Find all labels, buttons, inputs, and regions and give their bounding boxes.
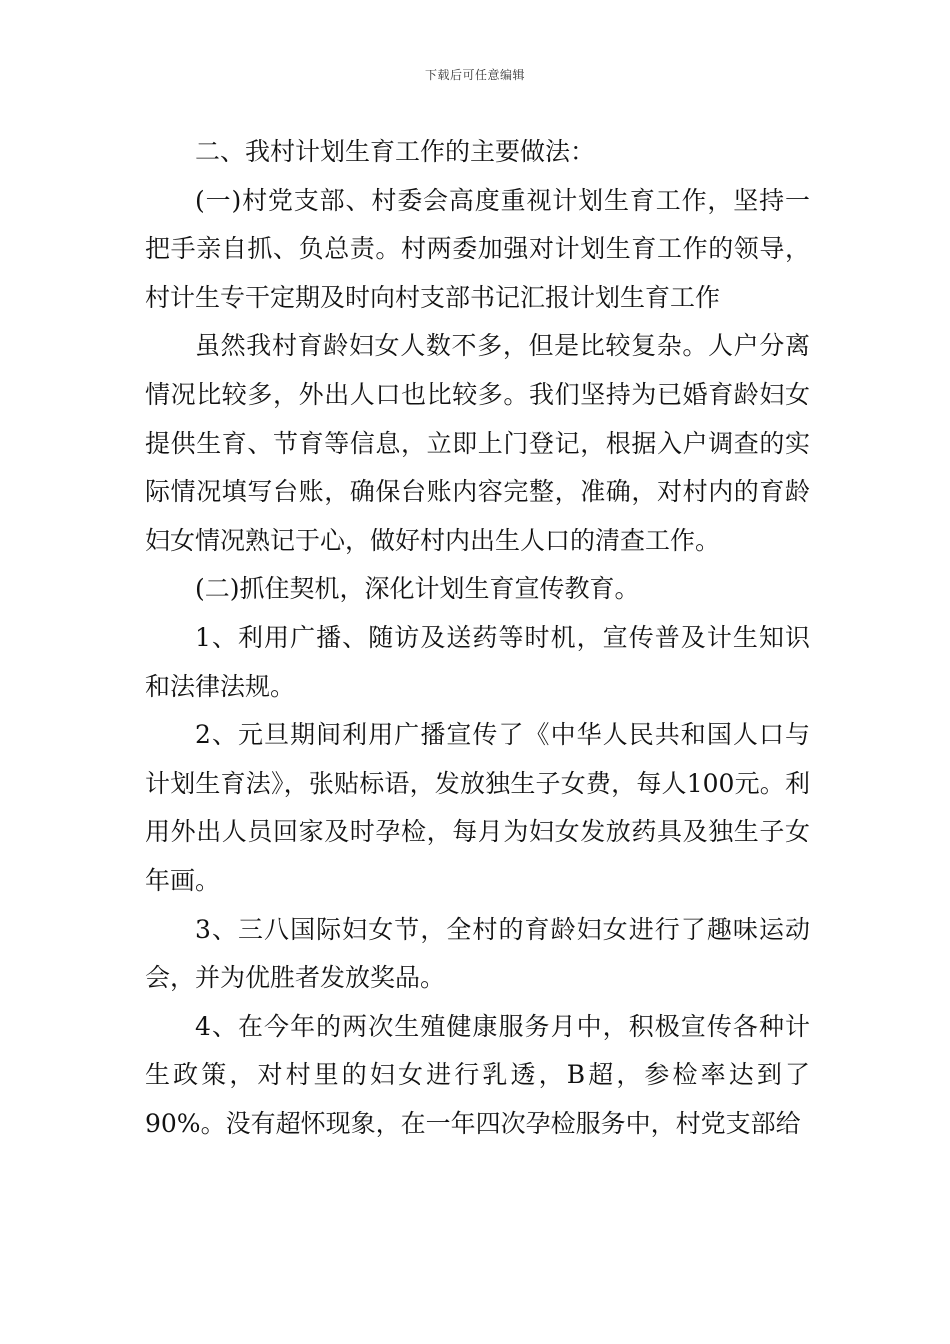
paragraph: 3、三八国际妇女节，全村的育龄妇女进行了趣味运动会，并为优胜者发放奖品。: [145, 914, 810, 993]
paragraph: 2、元旦期间利用广播宣传了《中华人民共和国人口与计划生育法》，张贴标语，发放独生子女费，每人100元。利用外出人员回家及时孕检，每月为妇女发放药具及独生子女年画。: [145, 720, 810, 895]
page-header: 下载后可任意编辑: [424, 68, 525, 82]
paragraph: 虽然我村育龄妇女人数不多，但是比较复杂。人户分离情况比较多，外出人口也比较多。我们坚持为已婚育龄妇女提供生育、节育等信息，立即上门登记，根据入户调查的实际情况填写台账，确保台账内容完整，准确，对村内的育龄妇女情况熟记于心，做好村内出生人口的清查工作。: [145, 331, 810, 555]
document-body: [145, 128, 810, 1148]
section-heading: 二、我村计划生育工作的主要做法：: [195, 137, 596, 166]
paragraph: (二)抓住契机，深化计划生育宣传教育。: [195, 574, 640, 604]
paragraph: 4、在今年的两次生殖健康服务月中，积极宣传各种计生政策，对村里的妇女进行乳透，B超，参检率达到了90%。没有超怀现象，在一年四次孕检服务中，村党支部给: [145, 1011, 810, 1138]
paragraph: (一)村党支部、村委会高度重视计划生育工作，坚持一把手亲自抓、负总责。村两委加强对计划生育工作的领导，村计生专干定期及时向村支部书记汇报计划生育工作: [145, 185, 810, 312]
paragraph: 1、利用广播、随访及送药等时机，宣传普及计生知识和法律法规。: [145, 622, 810, 701]
